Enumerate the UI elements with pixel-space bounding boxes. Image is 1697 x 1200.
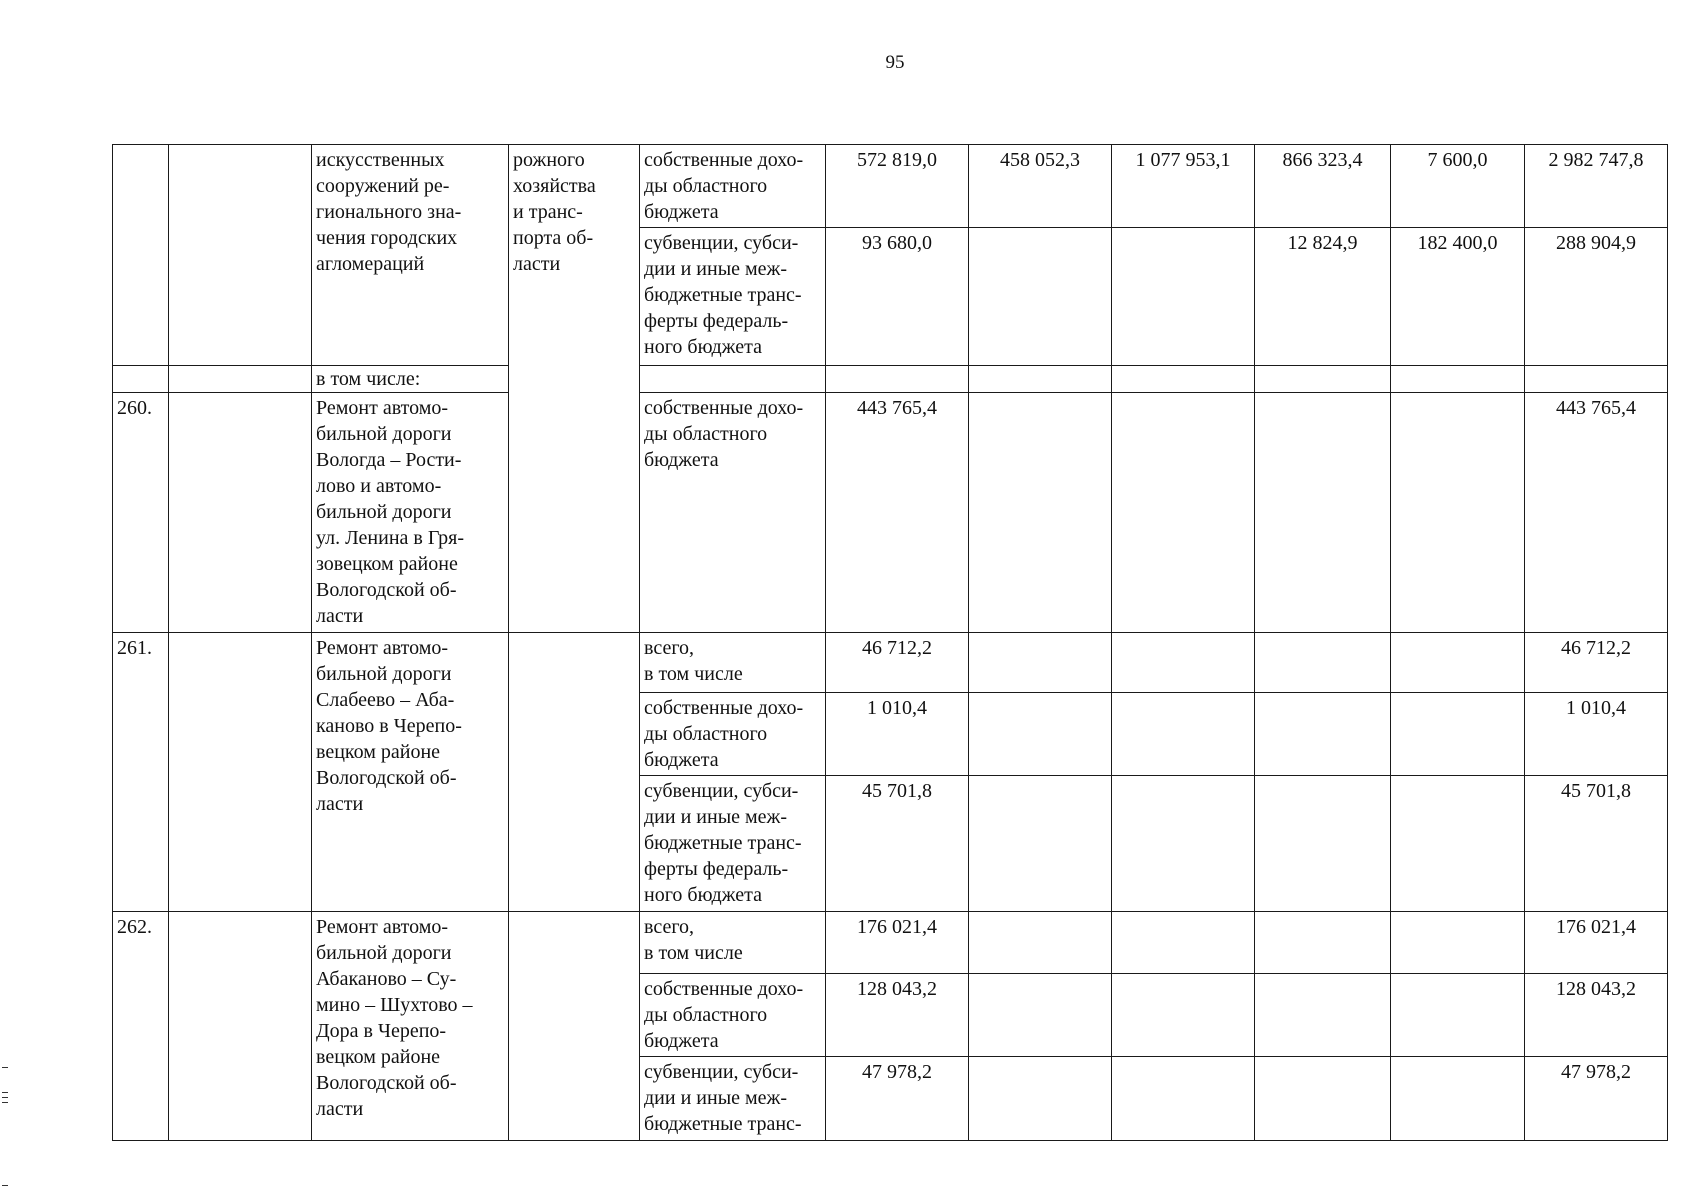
value-cell [1112, 1057, 1255, 1141]
value-cell [1391, 693, 1525, 776]
value-cell [1112, 974, 1255, 1057]
value-cell [1255, 366, 1391, 393]
value-cell [1255, 633, 1391, 693]
value-cell: 443 765,4 [826, 393, 969, 633]
code-cell [169, 145, 312, 366]
code-cell [169, 912, 312, 1141]
table-row [113, 393, 1668, 633]
page-number: 95 [885, 52, 905, 73]
in-total-label: в том числе: [312, 366, 509, 393]
value-cell [1391, 633, 1525, 693]
value-cell: 45 701,8 [826, 776, 969, 912]
object-name-cell: Ремонт автомо- бильной дороги Абаканово – Су- мино – Шухтово – Дора в Черепо- вецком районе Вологодской об- ласти [312, 912, 509, 1141]
funding-source-cell: субвенции, субси- дии и иные меж- бюджетные транс- [640, 1057, 826, 1141]
value-cell [1255, 974, 1391, 1057]
value-cell [1112, 366, 1255, 393]
funding-source-cell: всего, в том числе [640, 633, 826, 693]
total-cell [1525, 366, 1668, 393]
value-cell [1112, 633, 1255, 693]
value-cell [1391, 974, 1525, 1057]
object-name-cell: Ремонт автомо- бильной дороги Вологда – Рости- лово и автомо- бильной дороги ул. Ленина в Гря- зовецком районе Вологодской об- ласти [312, 393, 509, 633]
value-cell: 47 978,2 [826, 1057, 969, 1141]
margin-mark [2, 1097, 8, 1098]
value-cell [1391, 366, 1525, 393]
row-number-cell: 262. [113, 912, 169, 1141]
value-cell [1255, 776, 1391, 912]
value-cell: 1 010,4 [826, 693, 969, 776]
value-cell [969, 974, 1112, 1057]
value-cell [1391, 1057, 1525, 1141]
funding-source-cell: собственные дохо- ды областного бюджета [640, 393, 826, 633]
value-cell [1112, 393, 1255, 633]
value-cell [969, 693, 1112, 776]
value-cell [1112, 228, 1255, 366]
value-cell: 1 077 953,1 [1112, 145, 1255, 228]
table-row [113, 912, 1668, 974]
row-number-cell [113, 366, 169, 393]
value-cell: 12 824,9 [1255, 228, 1391, 366]
total-cell: 128 043,2 [1525, 974, 1668, 1057]
table-row [113, 366, 1668, 393]
total-cell: 1 010,4 [1525, 693, 1668, 776]
total-cell: 288 904,9 [1525, 228, 1668, 366]
value-cell [969, 228, 1112, 366]
code-cell [169, 393, 312, 633]
value-cell: 93 680,0 [826, 228, 969, 366]
value-cell: 182 400,0 [1391, 228, 1525, 366]
value-cell [1112, 912, 1255, 974]
executor-cell [509, 633, 640, 912]
total-cell: 443 765,4 [1525, 393, 1668, 633]
value-cell [969, 366, 1112, 393]
funding-source-cell [640, 366, 826, 393]
value-cell [969, 633, 1112, 693]
margin-mark [2, 1092, 8, 1093]
value-cell [1255, 693, 1391, 776]
code-cell [169, 633, 312, 912]
object-name-cell: Ремонт автомо- бильной дороги Слабеево – Аба- каново в Черепо- вецком районе Вологодской об- ласти [312, 633, 509, 912]
total-cell: 176 021,4 [1525, 912, 1668, 974]
value-cell [969, 776, 1112, 912]
value-cell [969, 912, 1112, 974]
budget-table [112, 144, 1668, 1141]
margin-mark [2, 1102, 8, 1103]
value-cell: 866 323,4 [1255, 145, 1391, 228]
total-cell: 46 712,2 [1525, 633, 1668, 693]
row-number-cell: 260. [113, 393, 169, 633]
margin-mark [2, 1067, 8, 1068]
total-cell: 2 982 747,8 [1525, 145, 1668, 228]
funding-source-cell: собственные дохо- ды областного бюджета [640, 974, 826, 1057]
value-cell: 176 021,4 [826, 912, 969, 974]
value-cell [1255, 1057, 1391, 1141]
row-number-cell: 261. [113, 633, 169, 912]
margin-mark [2, 1185, 8, 1186]
value-cell: 7 600,0 [1391, 145, 1525, 228]
object-name-cell: искусственных сооружений ре- гионального зна- чения городских агломераций [312, 145, 509, 366]
total-cell: 45 701,8 [1525, 776, 1668, 912]
value-cell [826, 366, 969, 393]
value-cell: 458 052,3 [969, 145, 1112, 228]
value-cell: 128 043,2 [826, 974, 969, 1057]
value-cell [969, 1057, 1112, 1141]
executor-cell: рожного хозяйства и транс- порта об- ласти [509, 145, 640, 633]
executor-cell [509, 912, 640, 1141]
code-cell [169, 366, 312, 393]
total-cell: 47 978,2 [1525, 1057, 1668, 1141]
value-cell [1112, 776, 1255, 912]
funding-source-cell: всего, в том числе [640, 912, 826, 974]
value-cell [969, 393, 1112, 633]
table-row [113, 145, 1668, 228]
row-number-cell [113, 145, 169, 366]
value-cell [1255, 912, 1391, 974]
value-cell [1391, 912, 1525, 974]
value-cell [1112, 693, 1255, 776]
funding-source-cell: собственные дохо- ды областного бюджета [640, 693, 826, 776]
funding-source-cell: субвенции, субси- дии и иные меж- бюджетные транс- ферты федераль- ного бюджета [640, 776, 826, 912]
funding-source-cell: собственные дохо- ды областного бюджета [640, 145, 826, 228]
value-cell [1255, 393, 1391, 633]
value-cell [1391, 776, 1525, 912]
value-cell: 572 819,0 [826, 145, 969, 228]
value-cell: 46 712,2 [826, 633, 969, 693]
funding-source-cell: субвенции, субси- дии и иные меж- бюджетные транс- ферты федераль- ного бюджета [640, 228, 826, 366]
value-cell [1391, 393, 1525, 633]
table-row [113, 633, 1668, 693]
